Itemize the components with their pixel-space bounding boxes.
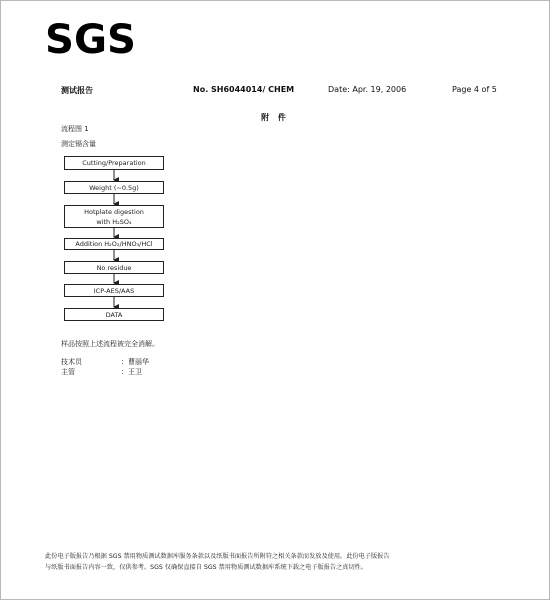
page-number: Page 4 of 5 bbox=[452, 85, 497, 94]
sgs-logo-graphic bbox=[45, 15, 137, 61]
technician-name: ：曹丽华 bbox=[121, 358, 149, 366]
report-date: Date: Apr. 19, 2006 bbox=[328, 85, 407, 94]
step-weight bbox=[64, 181, 164, 194]
report-number: No. SH6044014/ CHEM bbox=[193, 85, 295, 94]
step-label: Weight (~0.5g) bbox=[89, 183, 139, 192]
step-icp-aes-aas bbox=[64, 284, 164, 297]
flowchart-subtitle: 测定镉含量 bbox=[61, 140, 96, 148]
step-label: DATA bbox=[105, 310, 123, 319]
step-label: Cutting/Preparation bbox=[82, 159, 146, 167]
step-no-residue bbox=[64, 261, 164, 274]
flowchart-title: 流程图 1 bbox=[61, 125, 89, 133]
supervisor-name: ：王卫 bbox=[121, 368, 142, 376]
footer-line-2: 与纸版书面报告内容一致，仅供参考。SGS 仅确保直接自 SGS 禁用物质测试数据库系统下载之电子版报告之真切性。 bbox=[45, 564, 368, 571]
sgs-logo bbox=[45, 15, 137, 61]
annex-title: 附 件 bbox=[261, 113, 289, 122]
footer-disclaimer bbox=[45, 551, 515, 573]
step-hotplate-digestion bbox=[64, 205, 164, 228]
supervisor-label: 主管 bbox=[61, 368, 75, 376]
report-label: 测试报告 bbox=[61, 86, 93, 95]
step-label-line2: with H₂SO₄ bbox=[96, 217, 132, 226]
step-label-line1: Hotplate digestion bbox=[84, 207, 144, 216]
step-data bbox=[64, 308, 164, 321]
footer-line-1: 此份电子版报告乃根据 SGS 禁用物质测试数据库服务条款以及纸版书面报告所附符之相关条款而发放及使用。此份电子版报告 bbox=[45, 553, 390, 560]
sgs-logo-text: SGS bbox=[45, 17, 136, 61]
step-cutting-preparation bbox=[64, 156, 164, 170]
step-label: Addition H₂O₂/HNO₃/HCl bbox=[75, 240, 153, 248]
step-label: ICP-AES/AAS bbox=[93, 286, 135, 295]
step-addition-reagents bbox=[64, 238, 164, 250]
digestion-note: 样品按照上述流程被完全消解。 bbox=[61, 340, 159, 348]
technician-label: 技术员 bbox=[61, 358, 82, 366]
step-label: No residue bbox=[96, 263, 132, 272]
